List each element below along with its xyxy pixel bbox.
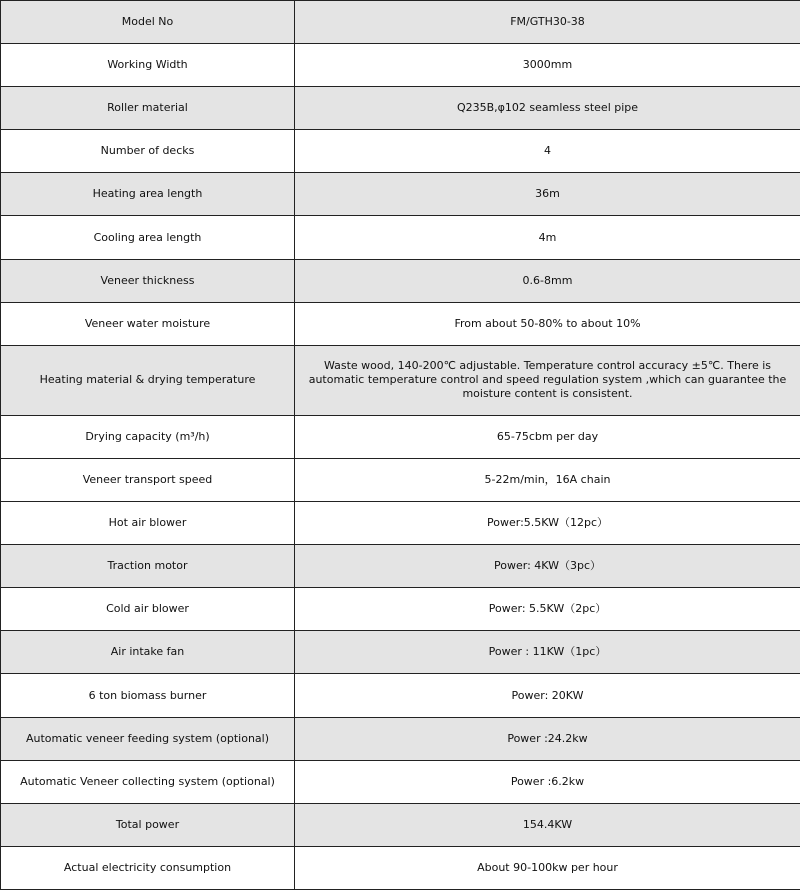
spec-row [1, 459, 800, 502]
spec-label: Traction motor [1, 545, 295, 588]
spec-value: Power: 5.5KW（2pc） [295, 588, 800, 631]
spec-label: Working Width [1, 44, 295, 87]
spec-value: 4 [295, 130, 800, 173]
spec-label: Roller material [1, 87, 295, 130]
spec-row [1, 502, 800, 545]
spec-value: FM/GTH30-38 [295, 1, 800, 44]
spec-row [1, 1, 800, 44]
spec-value: 36m [295, 173, 800, 216]
spec-value: 65-75cbm per day [295, 415, 800, 458]
spec-table-body [1, 1, 800, 890]
spec-value: 154.4KW [295, 803, 800, 846]
spec-value: Q235B,φ102 seamless steel pipe [295, 87, 800, 130]
spec-label: Air intake fan [1, 631, 295, 674]
spec-label: Hot air blower [1, 502, 295, 545]
spec-label: Actual electricity consumption [1, 846, 295, 889]
spec-value: From about 50-80% to about 10% [295, 302, 800, 345]
spec-row [1, 545, 800, 588]
spec-value: 4m [295, 216, 800, 259]
spec-label: Total power [1, 803, 295, 846]
spec-value: Power:5.5KW（12pc） [295, 502, 800, 545]
spec-row [1, 130, 800, 173]
spec-label: Cold air blower [1, 588, 295, 631]
spec-value: Power : 11KW（1pc） [295, 631, 800, 674]
spec-label: 6 ton biomass burner [1, 674, 295, 717]
spec-label: Automatic veneer feeding system (optional) [1, 717, 295, 760]
spec-row [1, 87, 800, 130]
spec-label: Veneer water moisture [1, 302, 295, 345]
spec-row [1, 44, 800, 87]
spec-row [1, 216, 800, 259]
spec-label: Number of decks [1, 130, 295, 173]
spec-label: Heating material & drying temperature [1, 345, 295, 415]
spec-value: Waste wood, 140-200℃ adjustable. Temperature control accuracy ±5℃. There is automatic temperature control and speed regulation system ,which can guarantee the moisture content is consistent. [295, 345, 800, 415]
spec-row [1, 760, 800, 803]
spec-label: Veneer transport speed [1, 459, 295, 502]
spec-value: 3000mm [295, 44, 800, 87]
spec-row [1, 345, 800, 415]
spec-row [1, 803, 800, 846]
spec-row [1, 588, 800, 631]
spec-row [1, 674, 800, 717]
spec-row [1, 302, 800, 345]
spec-row [1, 415, 800, 458]
spec-value: Power :24.2kw [295, 717, 800, 760]
spec-value: 0.6-8mm [295, 259, 800, 302]
spec-value: 5-22m/min，16A chain [295, 459, 800, 502]
spec-label: Model No [1, 1, 295, 44]
spec-label: Heating area length [1, 173, 295, 216]
spec-value: Power: 20KW [295, 674, 800, 717]
spec-value: Power: 4KW（3pc） [295, 545, 800, 588]
spec-row [1, 631, 800, 674]
spec-label: Drying capacity (m³/h) [1, 415, 295, 458]
spec-value: About 90-100kw per hour [295, 846, 800, 889]
spec-label: Cooling area length [1, 216, 295, 259]
spec-row [1, 259, 800, 302]
spec-value: Power :6.2kw [295, 760, 800, 803]
spec-label: Automatic Veneer collecting system (optional) [1, 760, 295, 803]
spec-row [1, 717, 800, 760]
spec-row [1, 846, 800, 889]
spec-label: Veneer thickness [1, 259, 295, 302]
spec-row [1, 173, 800, 216]
